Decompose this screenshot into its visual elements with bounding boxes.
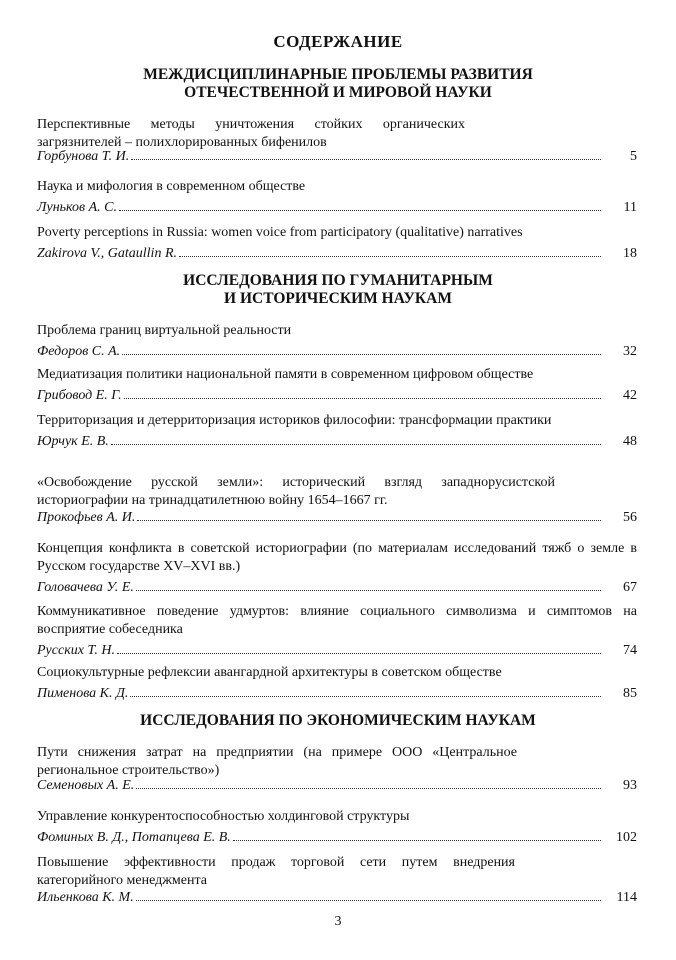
section-heading-line: ОТЕЧЕСТВЕННОЙ И МИРОВОЙ НАУКИ [184,84,492,101]
leader-dots [111,444,601,445]
entry-page: 48 [623,434,637,449]
leader-dots [130,696,601,697]
leader-dots [136,590,601,591]
section-heading-line: ИССЛЕДОВАНИЯ ПО ГУМАНИТАРНЫМ [183,272,493,289]
entry-page: 114 [616,890,637,905]
entry-title: Poverty perceptions in Russia: women voice from participatory (qualitative) narratives [37,225,523,240]
entry-author: Семеновых А. Е. [37,778,135,793]
toc-entry [37,854,515,890]
toc-entry [37,664,637,703]
toc-entry [37,322,637,361]
entry-page: 74 [623,643,637,658]
entry-title: «Освобождение русской земли»: исторический взгляд западнорусистской историографии на тринадцатилетнюю войну 1654–1667 гг. [37,475,555,508]
entry-title: Коммуникативное поведение удмуртов: влияние социального символизма и симптомов на восприятие собеседника [37,604,637,637]
entry-author: Прокофьев А. И. [37,510,136,525]
toc-entry-line [37,148,637,166]
entry-title: Концепция конфликта в советской историографии (по материалам исследований тяжб о земле в Русском государстве XV–XVI вв.) [37,541,637,574]
entry-page: 18 [623,246,637,261]
entry-author: Ильенкова К. М. [37,890,134,905]
leader-dots [124,398,601,399]
entry-title: Пути снижения затрат на предприятии (на примере ООО «Центральное региональное строительство») [37,745,517,778]
entry-title: Перспективные методы уничтожения стойких органических загрязнителей – полихлорированных бифенилов [37,117,465,150]
toc-entry [37,474,555,510]
entry-page: 11 [623,200,637,215]
toc-entry-line [37,509,637,527]
entry-page: 42 [623,388,637,403]
entry-page: 56 [623,510,637,525]
leader-dots [179,256,601,257]
entry-page: 85 [623,686,637,701]
toc-entry [37,366,637,405]
entry-title: Проблема границ виртуальной реальности [37,323,292,338]
leader-dots [117,653,601,654]
entry-page: 32 [623,344,637,359]
section-heading [40,66,636,102]
entry-author: Грибовод Е. Г. [37,388,122,403]
entry-author: Пименова К. Д. [37,686,129,701]
entry-page: 67 [623,580,637,595]
leader-dots [136,900,601,901]
leader-dots [131,159,601,160]
toc-entry-line [37,777,637,795]
page-number: 3 [334,914,342,929]
entry-author: Горбунова Т. И. [37,149,130,164]
section-heading-line: ИССЛЕДОВАНИЯ ПО ЭКОНОМИЧЕСКИМ НАУКАМ [140,712,536,729]
toc-entry [37,540,637,597]
entry-author: Луньков А. С. [37,200,117,215]
toc-entry [37,116,465,152]
section-heading [40,272,636,308]
toc-entry-line [37,889,637,907]
toc-entry [37,224,637,263]
toc-entry [37,603,637,660]
entry-page: 93 [623,778,637,793]
page-title: СОДЕРЖАНИЕ [273,32,403,51]
leader-dots [137,520,601,521]
leader-dots [136,788,601,789]
entry-title: Управление конкурентоспособностью холдинговой структуры [37,809,410,824]
entry-title: Социокультурные рефлексии авангардной архитектуры в советском обществе [37,665,502,680]
entry-author: Головачева У. Е. [37,580,134,595]
toc-entry [37,412,637,451]
section-heading-line: И ИСТОРИЧЕСКИМ НАУКАМ [224,290,452,307]
entry-author: Zakirova V., Gataullin R. [37,246,177,261]
section-heading-line: МЕЖДИСЦИПЛИНАРНЫЕ ПРОБЛЕМЫ РАЗВИТИЯ [143,66,533,83]
entry-author: Юрчук Е. В. [37,434,109,449]
entry-author: Русских Т. Н. [37,643,115,658]
entry-page: 5 [630,149,637,164]
entry-title: Повышение эффективности продаж торговой сети путем внедрения категорийного менеджмента [37,855,515,888]
entry-page: 102 [616,830,637,845]
entry-author: Фоминых В. Д., Потапцева Е. В. [37,830,231,845]
entry-title: Медиатизация политики национальной памяти в современном цифровом обществе [37,367,534,382]
toc-entry [37,744,517,780]
toc-entry [37,178,637,217]
entry-title: Наука и мифология в современном обществе [37,179,306,194]
leader-dots [233,840,601,841]
entry-author: Федоров С. А. [37,344,121,359]
leader-dots [119,210,601,211]
leader-dots [122,354,601,355]
entry-title: Территоризация и детерриторизация историков философии: трансформации практики [37,413,552,428]
toc-entry [37,808,637,847]
section-heading [40,712,636,730]
